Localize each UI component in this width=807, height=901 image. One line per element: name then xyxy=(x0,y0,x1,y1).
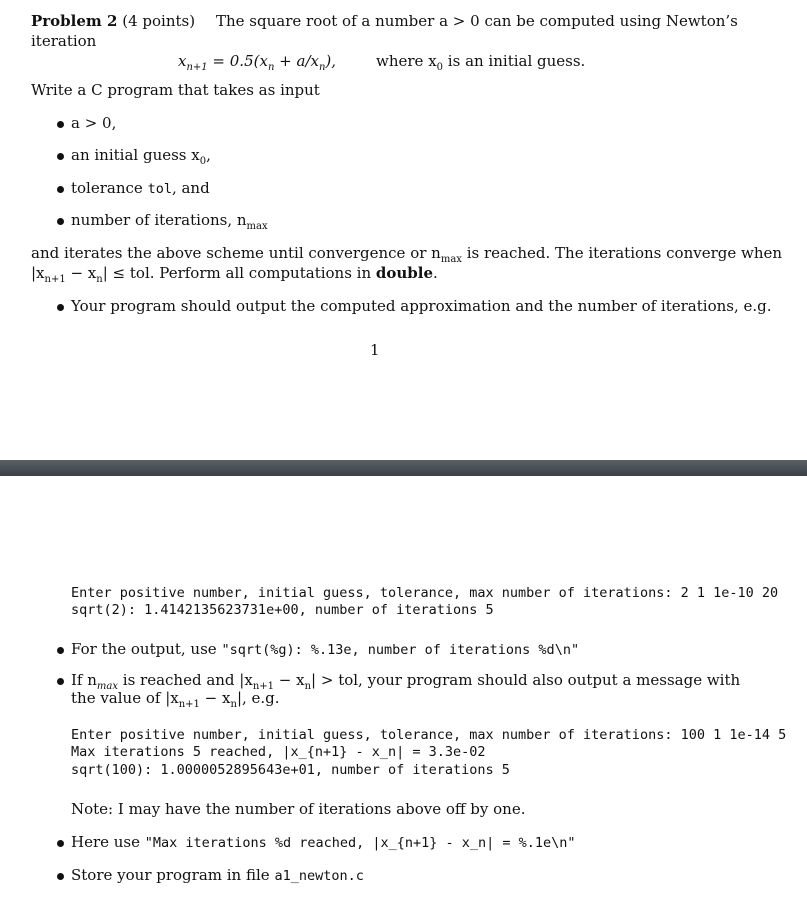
max-bullet: Here use "Max iterations %d reached, |x_{n+1} - x_n| = %.1e\n" xyxy=(71,833,576,851)
input-item-guess: an initial guess $x_0$, xyxy=(71,146,211,167)
problem-heading xyxy=(31,12,195,30)
bullet-icon xyxy=(57,647,64,654)
input-item-nmax: number of iterations, $n_{max}$ xyxy=(71,211,268,232)
bullet-icon xyxy=(57,678,64,685)
output-bullet: Your program should output the computed approximation and the number of iterations, e.g. xyxy=(71,297,772,315)
example1-line1: Enter positive number, initial guess, tolerance, max number of iterations: 2 1 1e-10 20 xyxy=(71,585,779,601)
format-bullet: For the output, use "sqrt(%g): %.13e, number of iterations %d\n" xyxy=(71,640,580,658)
example2-line3: sqrt(100): 1.0000052895643e+01, number of iterations 5 xyxy=(71,762,510,778)
formula-where: where $x_0$ is an initial guess. xyxy=(376,52,586,73)
bullet-icon xyxy=(57,186,64,193)
example2-line2: Max iterations 5 reached, |x_{n+1} - x_n| = 3.3e-02 xyxy=(71,744,486,760)
bullet-icon xyxy=(57,218,64,225)
convergence-line1: and iterates the above scheme until convergence or $n_{max}$ is reached. The iterations converge when xyxy=(31,244,783,265)
store-bullet: Store your program in file a1_newton.c xyxy=(71,866,364,884)
note: Note: I may have the number of iterations above off by one. xyxy=(71,800,526,818)
input-item-a: a > 0, xyxy=(71,114,117,132)
example1-line2: sqrt(2): 1.4142135623731e+00, number of iterations 5 xyxy=(71,602,494,618)
write-prompt: Write a C program that takes as input xyxy=(31,81,320,99)
bullet-icon xyxy=(57,304,64,311)
intro-line1: The square root of a number a > 0 can be computed using Newton’s xyxy=(216,12,738,30)
page-separator xyxy=(0,460,807,476)
nmax-bullet-line2: the value of $|x_{n+1} - x_n|$, e.g. xyxy=(71,689,280,710)
intro-line2: iteration xyxy=(31,32,97,50)
convergence-line2: $|x_{n+1} - x_n|$ ≤ tol. Perform all computations in double. xyxy=(31,264,438,285)
bullet-icon xyxy=(57,153,64,160)
bullet-icon xyxy=(57,121,64,128)
problem-title: Problem 2 xyxy=(31,12,118,30)
example2-line1: Enter positive number, initial guess, tolerance, max number of iterations: 100 1 1e-14 5 xyxy=(71,727,787,743)
page-number: 1 xyxy=(370,341,380,359)
bullet-icon xyxy=(57,873,64,880)
formula: $x_{n+1} = 0.5(x_n + a/x_n)$, xyxy=(178,52,337,73)
nmax-bullet-line1: If $n_{max}$ is reached and $|x_{n+1} - x_n|$ > tol, your program should also output a message with xyxy=(71,671,741,692)
problem-points: (4 points) xyxy=(122,12,196,30)
bullet-icon xyxy=(57,840,64,847)
input-item-tolerance: tolerance tol, and xyxy=(71,179,210,197)
